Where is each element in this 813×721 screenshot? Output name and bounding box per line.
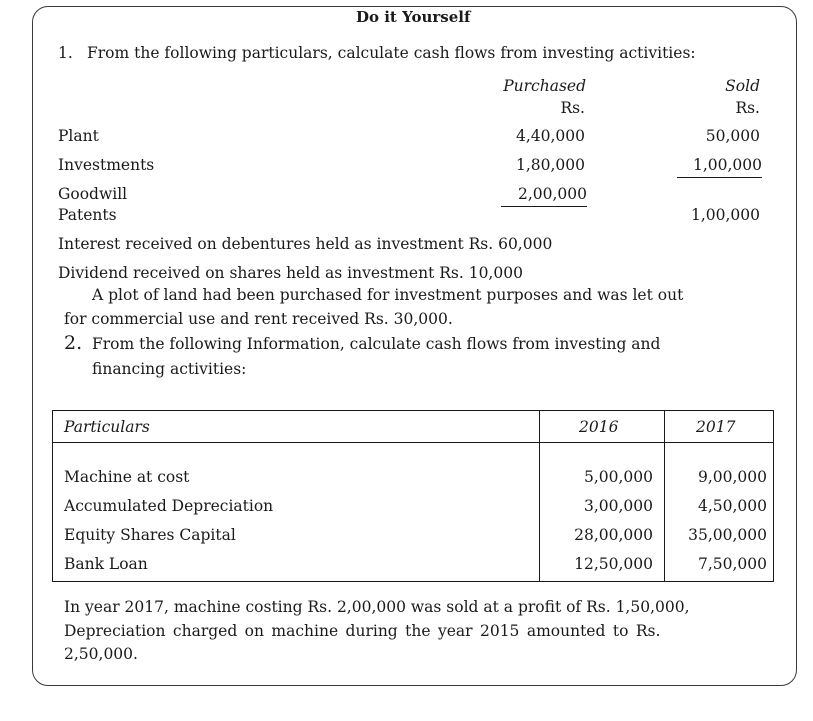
table-cell-2017: 9,00,000	[697, 468, 767, 486]
table-cell-2016: 5,00,000	[583, 468, 653, 486]
table-divider	[664, 411, 665, 581]
table-divider	[539, 411, 540, 581]
header-2016: 2016	[579, 418, 619, 436]
table-row-label: Equity Shares Capital	[64, 526, 236, 544]
table-cell-2016: 12,50,000	[574, 555, 653, 573]
plot-line-2: for commercial use and rent received Rs. 30,000.	[64, 310, 453, 328]
purchased-header: Purchased	[503, 77, 586, 95]
table-header-rule	[53, 442, 773, 443]
note-line-3: 2,50,000.	[64, 645, 138, 663]
dividend-line: Dividend received on shares held as investment Rs. 10,000	[58, 264, 523, 282]
table-cell-2017: 4,50,000	[697, 497, 767, 515]
goodwill-purchased: 2,00,000	[501, 185, 587, 207]
q2-text-line-2: financing activities:	[92, 360, 247, 378]
investments-sold: 1,00,000	[677, 156, 762, 178]
plant-sold: 50,000	[705, 127, 760, 145]
purchased-currency: Rs.	[560, 99, 585, 117]
header-particulars: Particulars	[64, 418, 150, 436]
table-cell-2016: 3,00,000	[583, 497, 653, 515]
plot-line-1: A plot of land had been purchased for investment purposes and was let out	[92, 286, 684, 304]
q1-number: 1.	[58, 44, 73, 62]
row-label-investments: Investments	[58, 156, 155, 174]
note-line-1: In year 2017, machine costing Rs. 2,00,000 was sold at a profit of Rs. 1,50,000,	[64, 598, 690, 616]
table-cell-2016: 28,00,000	[574, 526, 653, 544]
plant-purchased: 4,40,000	[515, 127, 585, 145]
sold-header: Sold	[725, 77, 760, 95]
table-row-label: Bank Loan	[64, 555, 148, 573]
header-2017: 2017	[696, 418, 736, 436]
table-row-label: Machine at cost	[64, 468, 190, 486]
table-cell-2017: 35,00,000	[688, 526, 767, 544]
row-label-plant: Plant	[58, 127, 99, 145]
patents-sold: 1,00,000	[690, 206, 760, 224]
note-line-2: Depreciation charged on machine during the year 2015 amounted to Rs.	[64, 622, 661, 640]
q1-text: From the following particulars, calculate cash flows from investing activities:	[87, 44, 696, 62]
table-cell-2017: 7,50,000	[697, 555, 767, 573]
q2-text-line-1: From the following Information, calculate cash flows from investing and	[92, 335, 661, 353]
section-title: Do it Yourself	[356, 8, 471, 26]
row-label-patents: Patents	[58, 206, 117, 224]
sold-currency: Rs.	[735, 99, 760, 117]
q2-number: 2.	[64, 332, 83, 354]
row-label-goodwill: Goodwill	[58, 185, 128, 203]
investments-purchased: 1,80,000	[515, 156, 585, 174]
interest-line: Interest received on debentures held as investment Rs. 60,000	[58, 235, 553, 253]
data-table	[52, 410, 774, 582]
table-row-label: Accumulated Depreciation	[64, 497, 274, 515]
